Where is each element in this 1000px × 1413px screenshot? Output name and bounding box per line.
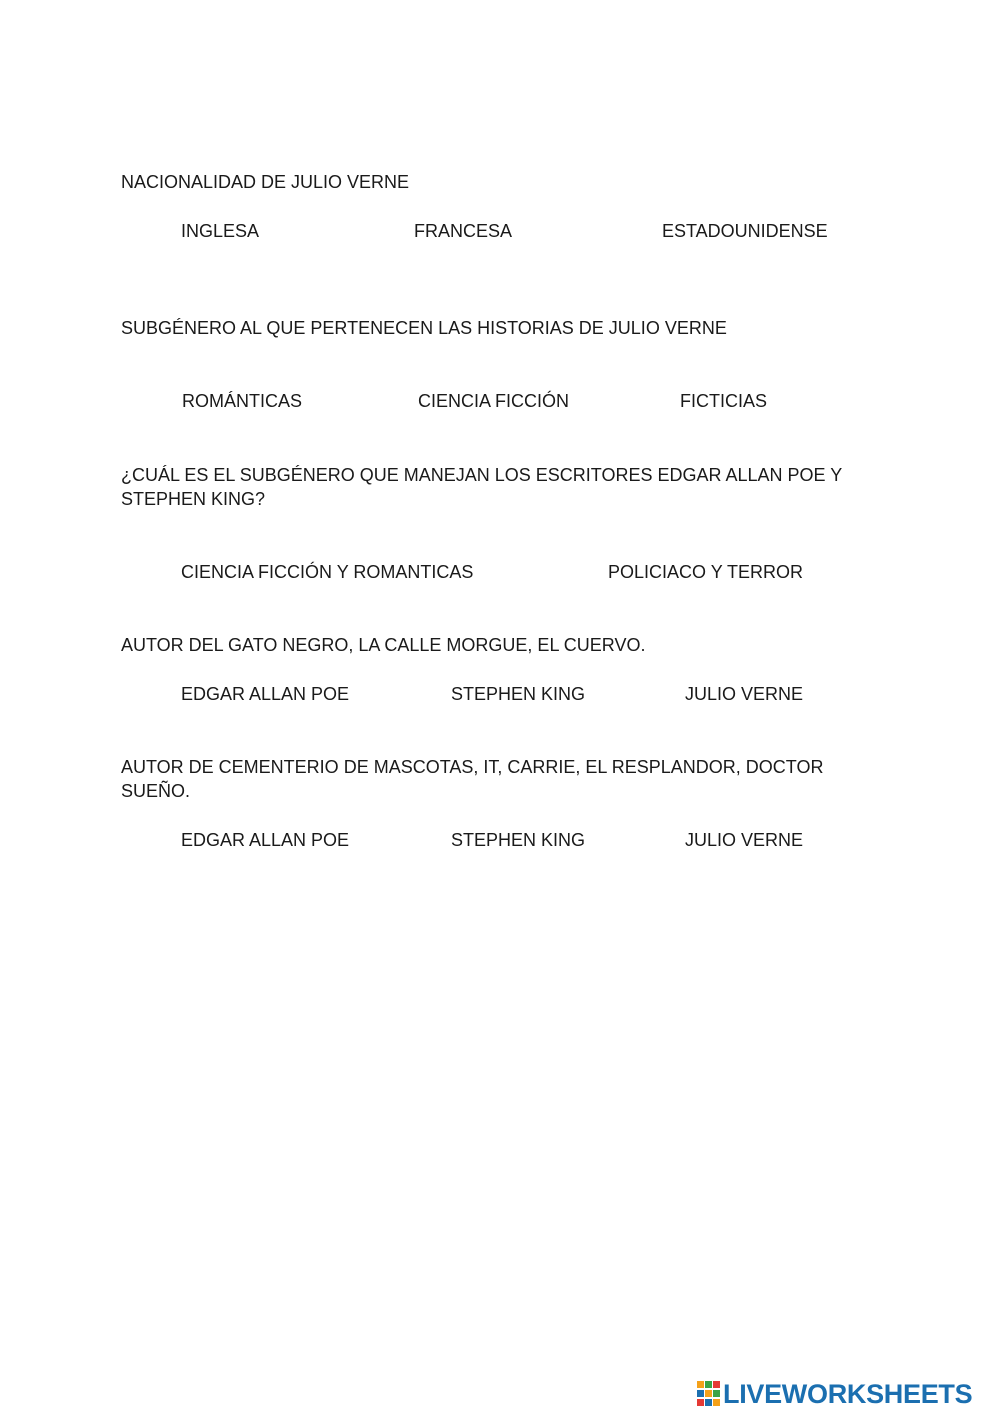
question-1-option-2[interactable]: FRANCESA bbox=[414, 221, 513, 241]
question-2-option-2[interactable]: CIENCIA FICCIÓN bbox=[418, 391, 570, 411]
question-1-option-3[interactable]: ESTADOUNIDENSE bbox=[662, 221, 828, 241]
question-3-text: ¿CUÁL ES EL SUBGÉNERO QUE MANEJAN LOS ESCRITORES EDGAR ALLAN POE Y STEPHEN KING? bbox=[121, 465, 842, 509]
question-3-option-2[interactable]: POLICIACO Y TERROR bbox=[608, 562, 804, 582]
question-5-option-1[interactable]: EDGAR ALLAN POE bbox=[181, 830, 350, 850]
question-1-text: NACIONALIDAD DE JULIO VERNE bbox=[121, 172, 410, 192]
question-2-option-1[interactable]: ROMÁNTICAS bbox=[182, 391, 303, 411]
question-5-option-3[interactable]: JULIO VERNE bbox=[685, 830, 804, 850]
question-2-option-3[interactable]: FICTICIAS bbox=[680, 391, 768, 411]
question-4-option-1[interactable]: EDGAR ALLAN POE bbox=[181, 684, 350, 704]
logo-text: LIVEWORKSHEETS bbox=[723, 1379, 973, 1409]
question-4-text: AUTOR DEL GATO NEGRO, LA CALLE MORGUE, EL CUERVO. bbox=[121, 635, 646, 655]
question-2-text: SUBGÉNERO AL QUE PERTENECEN LAS HISTORIAS DE JULIO VERNE bbox=[121, 318, 727, 338]
question-3-option-1[interactable]: CIENCIA FICCIÓN Y ROMANTICAS bbox=[181, 562, 474, 582]
question-1-option-1[interactable]: INGLESA bbox=[181, 221, 260, 241]
question-4-option-2[interactable]: STEPHEN KING bbox=[451, 684, 586, 704]
question-5-text: AUTOR DE CEMENTERIO DE MASCOTAS, IT, CARRIE, EL RESPLANDOR, DOCTOR SUEÑO. bbox=[121, 757, 824, 801]
question-5-option-2[interactable]: STEPHEN KING bbox=[451, 830, 586, 850]
liveworksheets-logo[interactable] bbox=[697, 1380, 972, 1408]
question-4-option-3[interactable]: JULIO VERNE bbox=[685, 684, 804, 704]
liveworksheets-logo-icon bbox=[697, 1381, 721, 1407]
